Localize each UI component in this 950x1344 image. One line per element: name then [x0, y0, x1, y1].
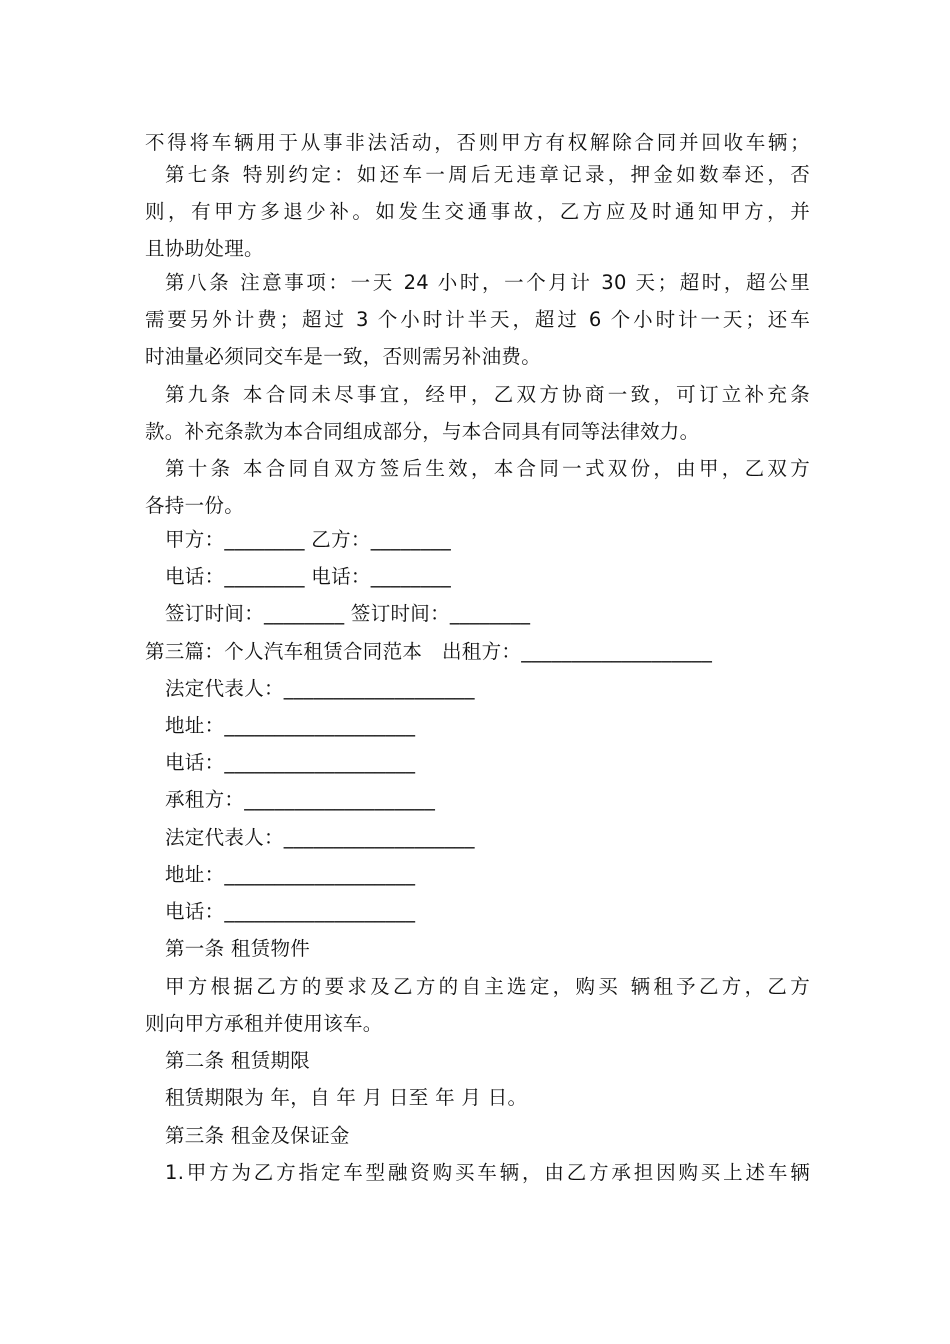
clause-8-line: 第八条 注意事项：一天 24 小时，一个月计 30 天；超时，超公里	[165, 271, 810, 294]
text-line: 需要另外计费；超过 3 个小时计半天，超过 6 个小时计一天；还车	[145, 308, 810, 331]
text-line: 时油量必须同交车是一致，否则需另补油费。	[145, 345, 542, 368]
text-line: 1.甲方为乙方指定车型融资购买车辆，由乙方承担因购买上述车辆	[165, 1161, 810, 1184]
text-line: 款。补充条款为本合同组成部分，与本合同具有同等法律效力。	[145, 420, 700, 443]
text-line: 各持一份。	[145, 494, 245, 517]
form-field-line: 法定代表人：___________________	[165, 677, 475, 700]
form-field-line: 法定代表人：___________________	[165, 826, 475, 849]
clause-10-line: 第十条 本合同自双方签后生效，本合同一式双份，由甲，乙双方	[165, 457, 810, 480]
form-field-line: 电话：___________________	[165, 900, 416, 923]
signature-date-line: 签订时间：________ 签订时间：________	[165, 602, 531, 625]
clause-heading: 第三条 租金及保证金	[165, 1124, 350, 1147]
text-line: 甲方根据乙方的要求及乙方的自主选定，购买 辆租予乙方，乙方	[165, 975, 810, 998]
clause-7-line: 第七条 特别约定：如还车一周后无违章记录，押金如数奉还，否	[165, 163, 810, 186]
section-heading: 第三篇：个人汽车租赁合同范本 出租方：___________________	[145, 640, 713, 663]
signature-party-line: 甲方：________ 乙方：________	[165, 528, 452, 551]
clause-heading: 第一条 租赁物件	[165, 937, 311, 960]
form-field-line: 地址：___________________	[165, 863, 416, 886]
text-line: 租赁期限为 年，自 年 月 日至 年 月 日。	[165, 1086, 528, 1109]
form-field-line: 地址：___________________	[165, 714, 416, 737]
signature-phone-line: 电话：________ 电话：________	[165, 565, 452, 588]
clause-9-line: 第九条 本合同未尽事宜，经甲，乙双方协商一致，可订立补充条	[165, 383, 810, 406]
text-line: 且协助处理。	[145, 237, 264, 260]
clause-heading: 第二条 租赁期限	[165, 1049, 311, 1072]
text-line: 则向甲方承租并使用该车。	[145, 1012, 383, 1035]
text-line: 不得将车辆用于从事非法活动，否则甲方有权解除合同并回收车辆；	[145, 131, 810, 154]
text-line: 则，有甲方多退少补。如发生交通事故，乙方应及时通知甲方，并	[145, 200, 810, 223]
form-field-line: 承租方：___________________	[165, 788, 436, 811]
form-field-line: 电话：___________________	[165, 751, 416, 774]
